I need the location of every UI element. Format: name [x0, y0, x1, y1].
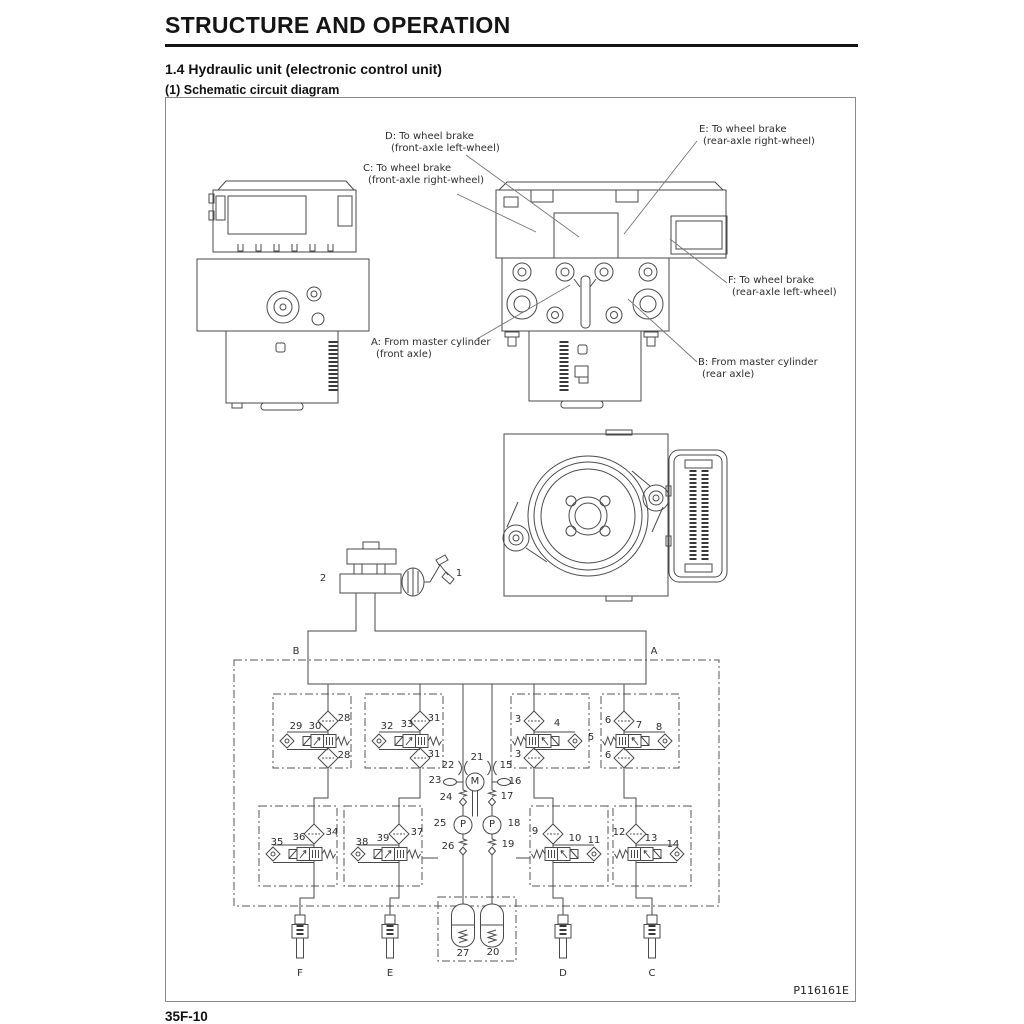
- part-number-label: 4: [553, 718, 561, 729]
- callout-label: (front-axle left-wheel): [391, 143, 500, 154]
- part-number-label: 25: [433, 818, 447, 829]
- part-number-label: 19: [501, 839, 515, 850]
- part-number-label: 18: [507, 818, 521, 829]
- part-number-label: 17: [500, 791, 514, 802]
- part-number-label: M: [470, 776, 480, 787]
- part-number-label: 8: [655, 722, 663, 733]
- page-title: STRUCTURE AND OPERATION: [165, 12, 511, 38]
- callout-label: (front-axle right-wheel): [368, 175, 485, 186]
- callout-label: E: To wheel brake: [699, 124, 787, 135]
- part-number-label: 15: [499, 760, 513, 771]
- part-number-label: 21: [470, 752, 484, 763]
- part-number-label: 6: [604, 750, 612, 761]
- section-heading: 1.4 Hydraulic unit (electronic control unit): [165, 61, 442, 77]
- part-number-label: 38: [355, 837, 369, 848]
- part-number-label: 37: [410, 827, 424, 838]
- part-number-label: 11: [587, 835, 601, 846]
- part-number-label: F: [297, 968, 303, 979]
- title-rule: [165, 44, 858, 47]
- part-number-label: 28: [337, 750, 351, 761]
- part-number-label: 24: [439, 792, 453, 803]
- part-number-label: B: [292, 646, 300, 657]
- diagram-labels-layer: [166, 98, 855, 1001]
- part-number-label: P: [459, 819, 467, 830]
- callout-label: B: From master cylinder: [698, 357, 818, 368]
- part-number-label: 20: [486, 947, 500, 958]
- part-number-label: 10: [568, 833, 582, 844]
- part-number-label: 31: [427, 713, 441, 724]
- page-number: 35F-10: [165, 1009, 208, 1024]
- part-number-label: 35: [270, 837, 284, 848]
- part-number-label: 7: [635, 720, 643, 731]
- part-number-label: 14: [666, 839, 680, 850]
- part-number-label: 12: [612, 827, 626, 838]
- part-number-label: 22: [441, 760, 455, 771]
- part-number-label: 6: [604, 715, 612, 726]
- part-number-label: D: [559, 968, 567, 979]
- callout-label: (front axle): [376, 349, 432, 360]
- part-number-label: 3: [514, 714, 522, 725]
- part-number-label: 9: [531, 826, 539, 837]
- part-number-label: 31: [427, 749, 441, 760]
- part-number-label: 33: [400, 719, 414, 730]
- part-number-label: 27: [456, 948, 470, 959]
- part-number-label: 32: [380, 721, 394, 732]
- part-number-label: 23: [428, 775, 442, 786]
- figure-code: P116161E: [793, 984, 849, 997]
- part-number-label: 26: [441, 841, 455, 852]
- callout-label: F: To wheel brake: [728, 275, 815, 286]
- part-number-label: 29: [289, 721, 303, 732]
- callout-label: A: From master cylinder: [371, 337, 491, 348]
- part-number-label: E: [386, 968, 394, 979]
- callout-label: (rear-axle left-wheel): [732, 287, 837, 298]
- part-number-label: 36: [292, 832, 306, 843]
- part-number-label: 5: [587, 732, 595, 743]
- part-number-label: 16: [508, 776, 522, 787]
- subsection-heading: (1) Schematic circuit diagram: [165, 83, 340, 97]
- part-number-label: 13: [644, 833, 658, 844]
- part-number-label: C: [648, 968, 656, 979]
- callout-label: C: To wheel brake: [363, 163, 452, 174]
- part-number-label: A: [650, 646, 658, 657]
- callout-label: D: To wheel brake: [385, 131, 474, 142]
- part-number-label: 30: [308, 721, 322, 732]
- part-number-label: 2: [319, 573, 327, 584]
- part-number-label: 34: [325, 827, 339, 838]
- part-number-label: 1: [455, 568, 463, 579]
- part-number-label: P: [488, 819, 496, 830]
- part-number-label: 39: [376, 833, 390, 844]
- callout-label: (rear axle): [702, 369, 755, 380]
- part-number-label: 28: [337, 713, 351, 724]
- part-number-label: 3: [514, 749, 522, 760]
- callout-label: (rear-axle right-wheel): [703, 136, 815, 147]
- figure-frame: [165, 97, 856, 1002]
